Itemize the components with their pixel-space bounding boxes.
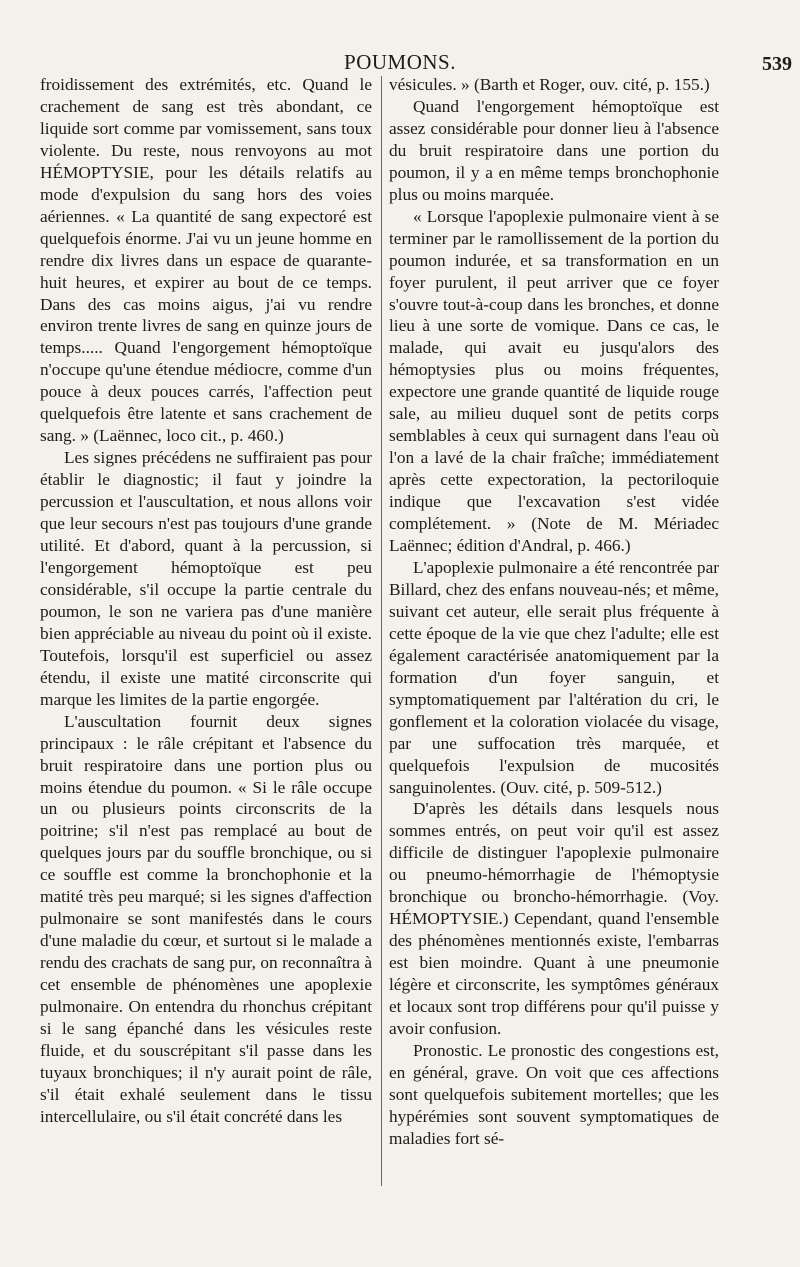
- paragraph: D'après les détails dans lesquels nous sommes entrés, on peut voir qu'il est assez difficile de distinguer l'apoplexie pulmonaire ou pneumo-hémorrhagie de l'hémoptysie bronchique ou broncho-hémorrhagie. (Voy. HÉMOPTYSIE.) Cependant, quand l'ensemble des phénomènes mentionnés existe, l'embarras est bien moindre. Quant à une pneumonie légère et circonscrite, les symptômes généraux et locaux sont trop différens pour qu'il puisse y avoir confusion.: [389, 799, 719, 1038]
- paragraph: vésicules. » (Barth et Roger, ouv. cité, p. 155.): [389, 75, 710, 94]
- right-column: [389, 74, 719, 1150]
- paragraph: L'auscultation fournit deux signes principaux : le râle crépitant et l'absence du bruit respiratoire dans une portion plus ou moins étendue du poumon. « Si le râle occupe un ou plusieurs points circonscrits de la poitrine; s'il n'est pas remplacé au bout de quelques jours par du souffle bronchique, ou si ce souffle est comme la bronchophonie et la matité très peu marqué; si les signes d'affection pulmonaire se sont manifestés dans le cours d'une maladie du cœur, et surtout si le malade a rendu des crachats de sang pur, on reconnaîtra à cet ensemble de phénomènes une apoplexie pulmonaire. On entendra du rhonchus crépitant si le sang épanché dans les vésicules reste fluide, et du souscrépitant s'il passe dans les tuyaux bronchiques; il n'y aurait point de râle, s'il était exhalé seulement dans le tissu intercellulaire, ou s'il était concrété dans les: [40, 711, 372, 1126]
- paragraph: Les signes précédens ne suffiraient pas pour établir le diagnostic; il faut y joindre la percussion et l'auscultation, et nous allons voir que leur secours n'est pas toujours d'une grande utilité. Et d'abord, quant à la percussion, si l'engorgement hémoptoïque est peu considérable, s'il occupe la partie centrale du poumon, le son ne variera pas d'une manière bien appréciable au niveau du point où il existe. Toutefois, lorsqu'il est superficiel ou assez étendu, il existe une matité circonscrite qui marque les limites de la partie engorgée.: [40, 448, 372, 709]
- running-header-title: POUMONS.: [344, 50, 456, 74]
- paragraph: Pronostic. Le pronostic des congestions est, en général, grave. On voit que ces affections sont quelquefois subitement mortelles; que les hypérémies sont souvent symptomatiques de maladies fort sé-: [389, 1040, 719, 1148]
- paragraph: froidissement des extrémités, etc. Quand le crachement de sang est très abondant, ce liquide sort comme par vomissement, sans toux violente. Du reste, nous renvoyons au mot HÉMOPTYSIE, pour les détails relatifs au mode d'expulsion du sang hors des voies aériennes. « La quantité de sang expectoré est quelquefois énorme. J'ai vu un jeune homme en rendre dix livres dans un espace de quarante-huit heures, et expirer au bout de ce temps. Dans des cas moins aigus, j'ai vu rendre environ trente livres de sang en quinze jours de temps..... Quand l'engorgement hémoptoïque n'occupe qu'une étendue médiocre, comme d'un pouce à deux pouces carrés, l'affection peut quelquefois être latente et sans crachement de sang. » (Laënnec, loco cit., p. 460.): [40, 75, 372, 446]
- column-divider: [381, 76, 382, 1186]
- paragraph: « Lorsque l'apoplexie pulmonaire vient à se terminer par le ramollissement de la portion du poumon indurée, et sa transformation en un foyer purulent, il peut arriver que ce foyer s'ouvre tout-à-coup dans les bronches, et donne lieu à une sorte de vomique. Dans ce cas, le malade, qui avait eu jusqu'alors des hémoptysies plus ou moins fréquentes, expectore une grande quantité de liquide rouge sale, au milieu duquel sont de petits corps semblables à ceux qui surnagent dans l'eau où l'on a lavé de la chair fraîche; immédiatement après cette expectoration, la pectoriloquie indique que l'excavation s'est vidée complétement. » (Note de M. Mériadec Laënnec; édition d'Andral, p. 466.): [389, 206, 719, 556]
- left-column: [40, 74, 372, 1128]
- paragraph: L'apoplexie pulmonaire a été rencontrée par Billard, chez des enfans nouveau-nés; et même, suivant cet auteur, elle serait plus fréquente à cette époque de la vie que chez l'adulte; elle est également caractérisée anatomiquement par la formation d'un foyer sanguin, et symptomatiquement par l'altération du cri, le gonflement et la coloration violacée du visage, par une suffocation très marquée, et quelquefois l'expulsion de mucosités sanguinolentes. (Ouv. cité, p. 509-512.): [389, 557, 719, 797]
- paragraph: Quand l'engorgement hémoptoïque est assez considérable pour donner lieu à l'absence du bruit respiratoire dans une portion du poumon, il y a en même temps bronchophonie plus ou moins marquée.: [389, 96, 719, 204]
- page-number: 539: [762, 53, 792, 75]
